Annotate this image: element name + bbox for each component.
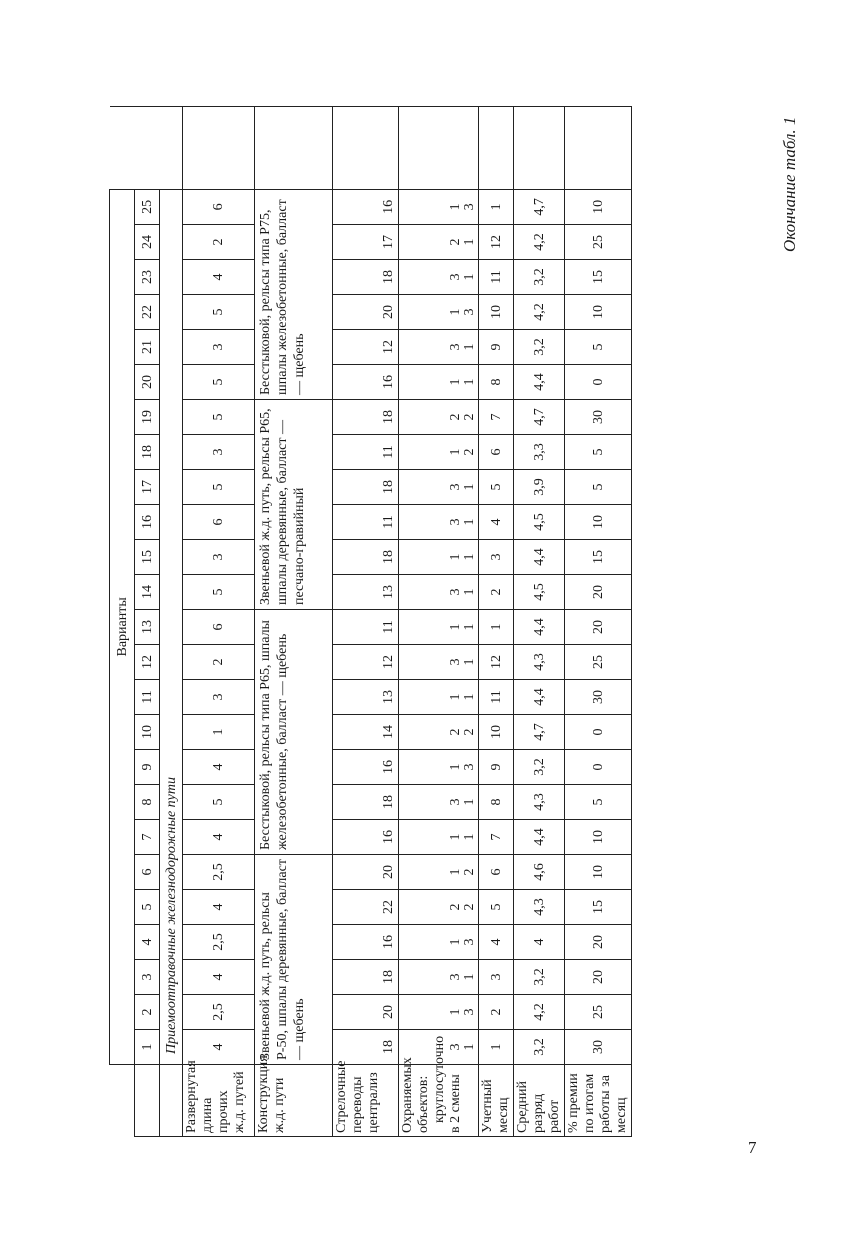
guarded-two-shift-value: 1 xyxy=(462,378,477,386)
value-cell: 8 xyxy=(479,365,514,400)
guarded-round-clock-value: 1 xyxy=(448,833,463,841)
guarded-two-shift-value: 1 xyxy=(462,693,477,701)
value-cell: 15 xyxy=(565,540,632,575)
value-cell: 5 xyxy=(183,400,255,435)
variant-number-cell: 17 xyxy=(135,470,160,505)
value-cell: 16 xyxy=(333,189,399,224)
value-cell: 18 xyxy=(333,785,399,820)
value-cell: 4,7 xyxy=(514,400,565,435)
guarded-value-cell xyxy=(399,925,479,960)
value-cell: 3 xyxy=(479,540,514,575)
variant-number-cell: 24 xyxy=(135,225,160,260)
value-cell: 4,2 xyxy=(514,225,565,260)
guarded-value-cell xyxy=(399,855,479,890)
value-cell: 6 xyxy=(479,435,514,470)
value-cell: 4,4 xyxy=(514,610,565,645)
value-cell: 2 xyxy=(183,645,255,680)
value-cell: 10 xyxy=(479,715,514,750)
value-cell: 4 xyxy=(183,750,255,785)
guarded-value-cell xyxy=(399,890,479,925)
value-cell: 5 xyxy=(479,890,514,925)
value-cell: 20 xyxy=(333,295,399,330)
value-cell: 3,2 xyxy=(514,960,565,995)
value-cell: 25 xyxy=(565,225,632,260)
guarded-value-cell xyxy=(399,750,479,785)
table-rotated-wrapper xyxy=(109,107,629,1137)
guarded-two-shift-value: 3 xyxy=(462,308,477,316)
guarded-two-shift-value: 2 xyxy=(462,448,477,456)
variant-number-cell: 5 xyxy=(135,890,160,925)
value-cell: 16 xyxy=(333,365,399,400)
guarded-round-clock-value: 1 xyxy=(448,693,463,701)
value-cell: 11 xyxy=(333,435,399,470)
value-cell: 2 xyxy=(479,575,514,610)
right-empty-cell xyxy=(255,106,333,189)
variant-number-cell: 22 xyxy=(135,295,160,330)
guarded-value-cell xyxy=(399,995,479,1030)
guarded-two-shift-value: 2 xyxy=(462,903,477,911)
value-cell: 5 xyxy=(183,575,255,610)
header-corner-cell xyxy=(110,1065,135,1137)
row-construction xyxy=(255,106,333,1136)
value-cell: 3 xyxy=(183,330,255,365)
value-cell: 5 xyxy=(565,470,632,505)
variant-number-cell: 14 xyxy=(135,575,160,610)
value-cell: 5 xyxy=(183,785,255,820)
value-cell: 8 xyxy=(479,785,514,820)
row-label-guarded xyxy=(399,1035,479,1137)
guarded-two-shift-value: 2 xyxy=(462,413,477,421)
value-cell: 9 xyxy=(479,330,514,365)
value-cell: 2,5 xyxy=(183,855,255,890)
guarded-value-cell xyxy=(399,295,479,330)
guarded-two-shift-value: 3 xyxy=(462,1008,477,1016)
variants-table xyxy=(109,106,632,1137)
value-cell: 7 xyxy=(479,400,514,435)
value-cell: 3,9 xyxy=(514,470,565,505)
variant-number-cell: 11 xyxy=(135,680,160,715)
value-cell: 5 xyxy=(565,785,632,820)
value-cell: 12 xyxy=(479,225,514,260)
value-cell: 16 xyxy=(333,750,399,785)
value-cell: 4,4 xyxy=(514,365,565,400)
guarded-sub-a: круглосуточно xyxy=(432,1035,447,1123)
value-cell: 4 xyxy=(183,960,255,995)
guarded-value-cell xyxy=(399,645,479,680)
value-cell: 10 xyxy=(565,505,632,540)
guarded-two-shift-value: 3 xyxy=(462,763,477,771)
guarded-two-shift-value: 3 xyxy=(462,938,477,946)
value-cell: 2,5 xyxy=(183,995,255,1030)
guarded-two-shift-value: 1 xyxy=(462,343,477,351)
guarded-two-shift-value: 1 xyxy=(462,798,477,806)
value-cell: 12 xyxy=(333,645,399,680)
guarded-two-shift-value: 1 xyxy=(462,973,477,981)
value-cell: 2 xyxy=(479,995,514,1030)
guarded-round-clock-value: 2 xyxy=(448,903,463,911)
guarded-round-clock-value: 1 xyxy=(448,308,463,316)
value-cell: 4,3 xyxy=(514,645,565,680)
value-cell: 4,3 xyxy=(514,785,565,820)
value-cell: 6 xyxy=(479,855,514,890)
guarded-value-cell xyxy=(399,820,479,855)
variant-number-cell: 19 xyxy=(135,400,160,435)
value-cell: 5 xyxy=(565,330,632,365)
table-body xyxy=(110,106,632,1136)
variants-group-header: Варианты xyxy=(110,189,135,1064)
variant-numbers-row xyxy=(135,106,160,1136)
guarded-two-shift-value: 1 xyxy=(462,623,477,631)
guarded-round-clock-value: 1 xyxy=(448,938,463,946)
value-cell: 13 xyxy=(333,680,399,715)
value-cell: 10 xyxy=(565,820,632,855)
guarded-value-cell xyxy=(399,540,479,575)
value-cell: 4 xyxy=(183,890,255,925)
value-cell: 20 xyxy=(565,610,632,645)
variant-number-cell: 2 xyxy=(135,995,160,1030)
variant-number-cell: 6 xyxy=(135,855,160,890)
guarded-two-shift-value: 1 xyxy=(462,588,477,596)
variant-number-cell: 7 xyxy=(135,820,160,855)
guarded-round-clock-value: 1 xyxy=(448,1008,463,1016)
guarded-round-clock-value: 2 xyxy=(448,728,463,736)
row-bonus xyxy=(565,106,632,1136)
value-cell: 4,6 xyxy=(514,855,565,890)
value-cell: 0 xyxy=(565,750,632,785)
variant-number-cell: 8 xyxy=(135,785,160,820)
guarded-value-cell xyxy=(399,575,479,610)
value-cell: 3,2 xyxy=(514,750,565,785)
section-row xyxy=(160,106,183,1136)
guarded-value-cell xyxy=(399,680,479,715)
construction-group-cell: Звеньевой ж.д. путь, рельсы Р-50, шпалы деревянные, балласт — щебень xyxy=(255,855,333,1065)
guarded-round-clock-value: 3 xyxy=(448,273,463,281)
value-cell: 3 xyxy=(183,435,255,470)
value-cell: 11 xyxy=(479,680,514,715)
guarded-two-shift-value: 3 xyxy=(462,203,477,211)
value-cell: 12 xyxy=(479,645,514,680)
guarded-round-clock-value: 3 xyxy=(448,483,463,491)
variant-number-cell: 18 xyxy=(135,435,160,470)
row-guarded xyxy=(399,106,479,1136)
page-number: 7 xyxy=(748,1138,757,1157)
value-cell: 17 xyxy=(333,225,399,260)
variant-number-cell: 16 xyxy=(135,505,160,540)
value-cell: 4,2 xyxy=(514,995,565,1030)
guarded-two-shift-value: 1 xyxy=(462,518,477,526)
value-cell: 1 xyxy=(479,610,514,645)
value-cell: 5 xyxy=(565,435,632,470)
right-empty-cell xyxy=(399,106,479,189)
guarded-value-cell xyxy=(399,330,479,365)
value-cell: 18 xyxy=(333,1030,399,1065)
guarded-sub-b: в 2 смены xyxy=(448,1074,463,1133)
value-cell: 7 xyxy=(479,820,514,855)
guarded-value-cell xyxy=(399,785,479,820)
construction-group-cell: Бесстыковой, рельсы типа Р75, шпалы железобетонные, балласт — щебень xyxy=(255,189,333,399)
value-cell: 5 xyxy=(479,470,514,505)
value-cell: 6 xyxy=(183,610,255,645)
row-label: Стрелочные переводы централиз xyxy=(333,1065,399,1137)
right-empty-cell xyxy=(479,106,514,189)
value-cell: 25 xyxy=(565,645,632,680)
value-cell: 4,2 xyxy=(514,295,565,330)
value-cell: 4 xyxy=(479,925,514,960)
value-cell: 4,3 xyxy=(514,890,565,925)
value-cell: 22 xyxy=(333,890,399,925)
right-empty-cell xyxy=(183,106,255,189)
value-cell: 3,2 xyxy=(514,1030,565,1065)
value-cell: 30 xyxy=(565,400,632,435)
row-label: % премии по итогам работы за месяц xyxy=(565,1065,632,1137)
guarded-two-shift-value: 1 xyxy=(462,483,477,491)
guarded-round-clock-value: 1 xyxy=(448,623,463,631)
value-cell: 3 xyxy=(479,960,514,995)
guarded-round-clock-value: 1 xyxy=(448,868,463,876)
right-empty-cell xyxy=(565,106,632,189)
row-month xyxy=(479,106,514,1136)
guarded-round-clock-value: 1 xyxy=(448,203,463,211)
value-cell: 18 xyxy=(333,540,399,575)
guarded-two-shift-value: 1 xyxy=(462,1043,477,1051)
value-cell: 1 xyxy=(479,189,514,224)
row-label: Конструкция ж.д. пути xyxy=(255,1065,333,1137)
value-cell: 6 xyxy=(183,505,255,540)
value-cell: 20 xyxy=(333,995,399,1030)
section-title: Приемоотправочные железнодорожные пути xyxy=(160,189,183,1064)
value-cell: 12 xyxy=(333,330,399,365)
value-cell: 20 xyxy=(333,855,399,890)
table-caption: Окончание табл. 1 xyxy=(780,116,799,252)
value-cell: 2 xyxy=(183,225,255,260)
header-row-group xyxy=(110,106,135,1136)
value-cell: 4 xyxy=(183,820,255,855)
right-empty-cell xyxy=(514,106,565,189)
value-cell: 3,2 xyxy=(514,330,565,365)
guarded-round-clock-value: 1 xyxy=(448,553,463,561)
guarded-value-cell xyxy=(399,400,479,435)
value-cell: 20 xyxy=(565,960,632,995)
value-cell: 4,7 xyxy=(514,715,565,750)
guarded-label: Охраняемых объектов: xyxy=(400,1057,431,1133)
construction-group-cell: Бесстыковой, рельсы типа Р65, шпалы железобетонные, балласт — щебень xyxy=(255,610,333,855)
guarded-round-clock-value: 2 xyxy=(448,238,463,246)
value-cell: 25 xyxy=(565,995,632,1030)
value-cell: 18 xyxy=(333,960,399,995)
guarded-round-clock-value: 3 xyxy=(448,1043,463,1051)
value-cell: 15 xyxy=(565,260,632,295)
guarded-value-cell xyxy=(399,960,479,995)
guarded-round-clock-value: 3 xyxy=(448,973,463,981)
value-cell: 10 xyxy=(565,189,632,224)
row-switches xyxy=(333,106,399,1136)
value-cell: 3 xyxy=(183,680,255,715)
value-cell: 30 xyxy=(565,1030,632,1065)
table-caption-wrapper xyxy=(780,0,810,300)
variant-number-cell: 20 xyxy=(135,365,160,400)
value-cell: 11 xyxy=(479,260,514,295)
variant-number-cell: 15 xyxy=(135,540,160,575)
value-cell: 15 xyxy=(565,890,632,925)
guarded-two-shift-value: 1 xyxy=(462,553,477,561)
section-empty-cell xyxy=(160,1065,183,1137)
value-cell: 3,2 xyxy=(514,260,565,295)
variant-number-cell: 21 xyxy=(135,330,160,365)
value-cell: 20 xyxy=(565,575,632,610)
value-cell: 3 xyxy=(183,540,255,575)
value-cell: 10 xyxy=(565,295,632,330)
value-cell: 4 xyxy=(183,260,255,295)
value-cell: 9 xyxy=(479,750,514,785)
value-cell: 14 xyxy=(333,715,399,750)
guarded-round-clock-value: 1 xyxy=(448,763,463,771)
value-cell: 4,4 xyxy=(514,820,565,855)
value-cell: 18 xyxy=(333,470,399,505)
variant-number-cell: 1 xyxy=(135,1030,160,1065)
right-empty-cell xyxy=(333,106,399,189)
guarded-value-cell xyxy=(399,189,479,224)
variant-number-cell: 12 xyxy=(135,645,160,680)
guarded-value-cell xyxy=(399,715,479,750)
guarded-two-shift-value: 1 xyxy=(462,238,477,246)
value-cell: 20 xyxy=(565,925,632,960)
construction-group-cell: Звеньевой ж.д. путь, рельсы Р65, шпалы деревянные, балласт — песчано-гравийный xyxy=(255,400,333,610)
guarded-value-cell xyxy=(399,365,479,400)
row-label: Развернутая длина прочих ж.д. путей xyxy=(183,1065,255,1137)
guarded-value-cell xyxy=(399,610,479,645)
value-cell: 4,5 xyxy=(514,575,565,610)
value-cell: 13 xyxy=(333,575,399,610)
variant-number-cell: 25 xyxy=(135,189,160,224)
header-empty-cell xyxy=(135,1065,160,1137)
value-cell: 6 xyxy=(183,189,255,224)
guarded-round-clock-value: 3 xyxy=(448,518,463,526)
guarded-two-shift-value: 1 xyxy=(462,658,477,666)
guarded-two-shift-value: 2 xyxy=(462,728,477,736)
value-cell: 3,3 xyxy=(514,435,565,470)
variant-number-cell: 9 xyxy=(135,750,160,785)
guarded-value-cell xyxy=(399,260,479,295)
value-cell: 5 xyxy=(183,470,255,505)
guarded-round-clock-value: 3 xyxy=(448,798,463,806)
row-length xyxy=(183,106,255,1136)
guarded-two-shift-value: 1 xyxy=(462,833,477,841)
guarded-round-clock-value: 3 xyxy=(448,588,463,596)
guarded-value-cell xyxy=(399,225,479,260)
row-label: Учетный месяц xyxy=(479,1065,514,1137)
variant-number-cell: 3 xyxy=(135,960,160,995)
header-right-corner xyxy=(110,106,183,189)
value-cell: 11 xyxy=(333,610,399,645)
value-cell: 1 xyxy=(183,715,255,750)
value-cell: 11 xyxy=(333,505,399,540)
value-cell: 5 xyxy=(183,365,255,400)
value-cell: 4,7 xyxy=(514,189,565,224)
value-cell: 30 xyxy=(565,680,632,715)
value-cell: 10 xyxy=(565,855,632,890)
value-cell: 4,4 xyxy=(514,680,565,715)
guarded-round-clock-value: 2 xyxy=(448,413,463,421)
guarded-two-shift-value: 1 xyxy=(462,273,477,281)
value-cell: 18 xyxy=(333,400,399,435)
value-cell: 10 xyxy=(479,295,514,330)
variant-number-cell: 13 xyxy=(135,610,160,645)
value-cell: 1 xyxy=(479,1030,514,1065)
guarded-value-cell xyxy=(399,470,479,505)
guarded-round-clock-value: 1 xyxy=(448,448,463,456)
guarded-round-clock-value: 3 xyxy=(448,658,463,666)
value-cell: 16 xyxy=(333,820,399,855)
value-cell: 18 xyxy=(333,260,399,295)
value-cell: 16 xyxy=(333,925,399,960)
variant-number-cell: 23 xyxy=(135,260,160,295)
value-cell: 5 xyxy=(183,295,255,330)
guarded-value-cell xyxy=(399,435,479,470)
value-cell: 4,4 xyxy=(514,540,565,575)
guarded-round-clock-value: 1 xyxy=(448,378,463,386)
row-grade xyxy=(514,106,565,1136)
variant-number-cell: 10 xyxy=(135,715,160,750)
value-cell: 0 xyxy=(565,365,632,400)
guarded-round-clock-value: 3 xyxy=(448,343,463,351)
value-cell: 4 xyxy=(183,1030,255,1065)
guarded-two-shift-value: 2 xyxy=(462,868,477,876)
variant-number-cell: 4 xyxy=(135,925,160,960)
guarded-value-cell xyxy=(399,505,479,540)
row-label: Средний разряд работ xyxy=(514,1065,565,1137)
value-cell: 4 xyxy=(479,505,514,540)
value-cell: 2,5 xyxy=(183,925,255,960)
value-cell: 0 xyxy=(565,715,632,750)
value-cell: 4,5 xyxy=(514,505,565,540)
value-cell: 4 xyxy=(514,925,565,960)
